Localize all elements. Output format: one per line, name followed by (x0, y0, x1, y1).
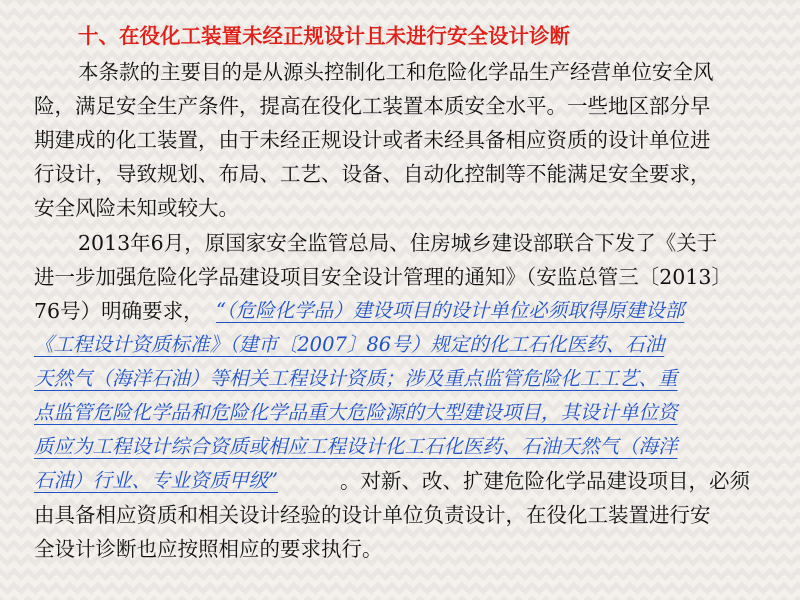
paragraph1-line-3: 期建成的化工装置，由于未经正规设计或者未经具备相应资质的设计单位进 (34, 128, 711, 152)
paragraph1-line-4: 行设计，导致规划、布局、工艺、设备、自动化控制等不能满足安全要求， (34, 162, 711, 186)
paragraph1-line-5: 安全风险未知或较大。 (34, 196, 239, 220)
document-slide (34, 22, 776, 582)
paragraph2-line-1: 2013年6月，原国家安全监管总局、住房城乡建设部联合下发了《关于 (78, 231, 718, 255)
quote-line-3: 天然气（海洋石油）等相关工程设计资质；涉及重点监管危险化工工艺、重 (34, 367, 678, 390)
paragraph2-line-3-plain: 76号）明确要求， (34, 299, 204, 323)
paragraph1-line-1: 本条款的主要目的是从源头控制化工和危险化学品生产经营单位安全风 (78, 60, 714, 84)
paragraph2-closing-line-2: 全设计诊断也应按照相应的要求执行。 (34, 537, 383, 561)
quote-line-4: 点监管危险化学品和危险化学品重大危险源的大型建设项目，其设计单位资 (34, 401, 678, 424)
paragraph2-line-2: 进一步加强危险化学品建设项目安全设计管理的通知》（安监总管三〔2013〕 (34, 265, 732, 289)
paragraph2-closing-line-1: 由具备相应资质和相关设计经验的设计单位负责设计，在役化工装置进行安 (34, 503, 711, 527)
quote-line-2: 《工程设计资质标准》（建市〔2007〕86号）规定的化工石化医药、石油 (34, 333, 665, 356)
quote-line-1: “（危险化学品）建设项目的设计单位必须取得原建设部 (216, 299, 685, 322)
quote-line-5: 质应为工程设计综合资质或相应工程设计化工石化医药、石油天然气（海洋 (34, 435, 678, 458)
section-heading: 十、在役化工装置未经正规设计且未进行安全设计诊断 (78, 24, 570, 48)
quote-line-6: 石油）行业、专业资质甲级” (34, 469, 278, 492)
paragraph2-after-quote: 。对新、改、扩建危险化学品建设项目，必须 (340, 469, 750, 493)
paragraph1-line-2: 险，满足安全生产条件，提高在役化工装置本质安全水平。一些地区部分早 (34, 94, 711, 118)
